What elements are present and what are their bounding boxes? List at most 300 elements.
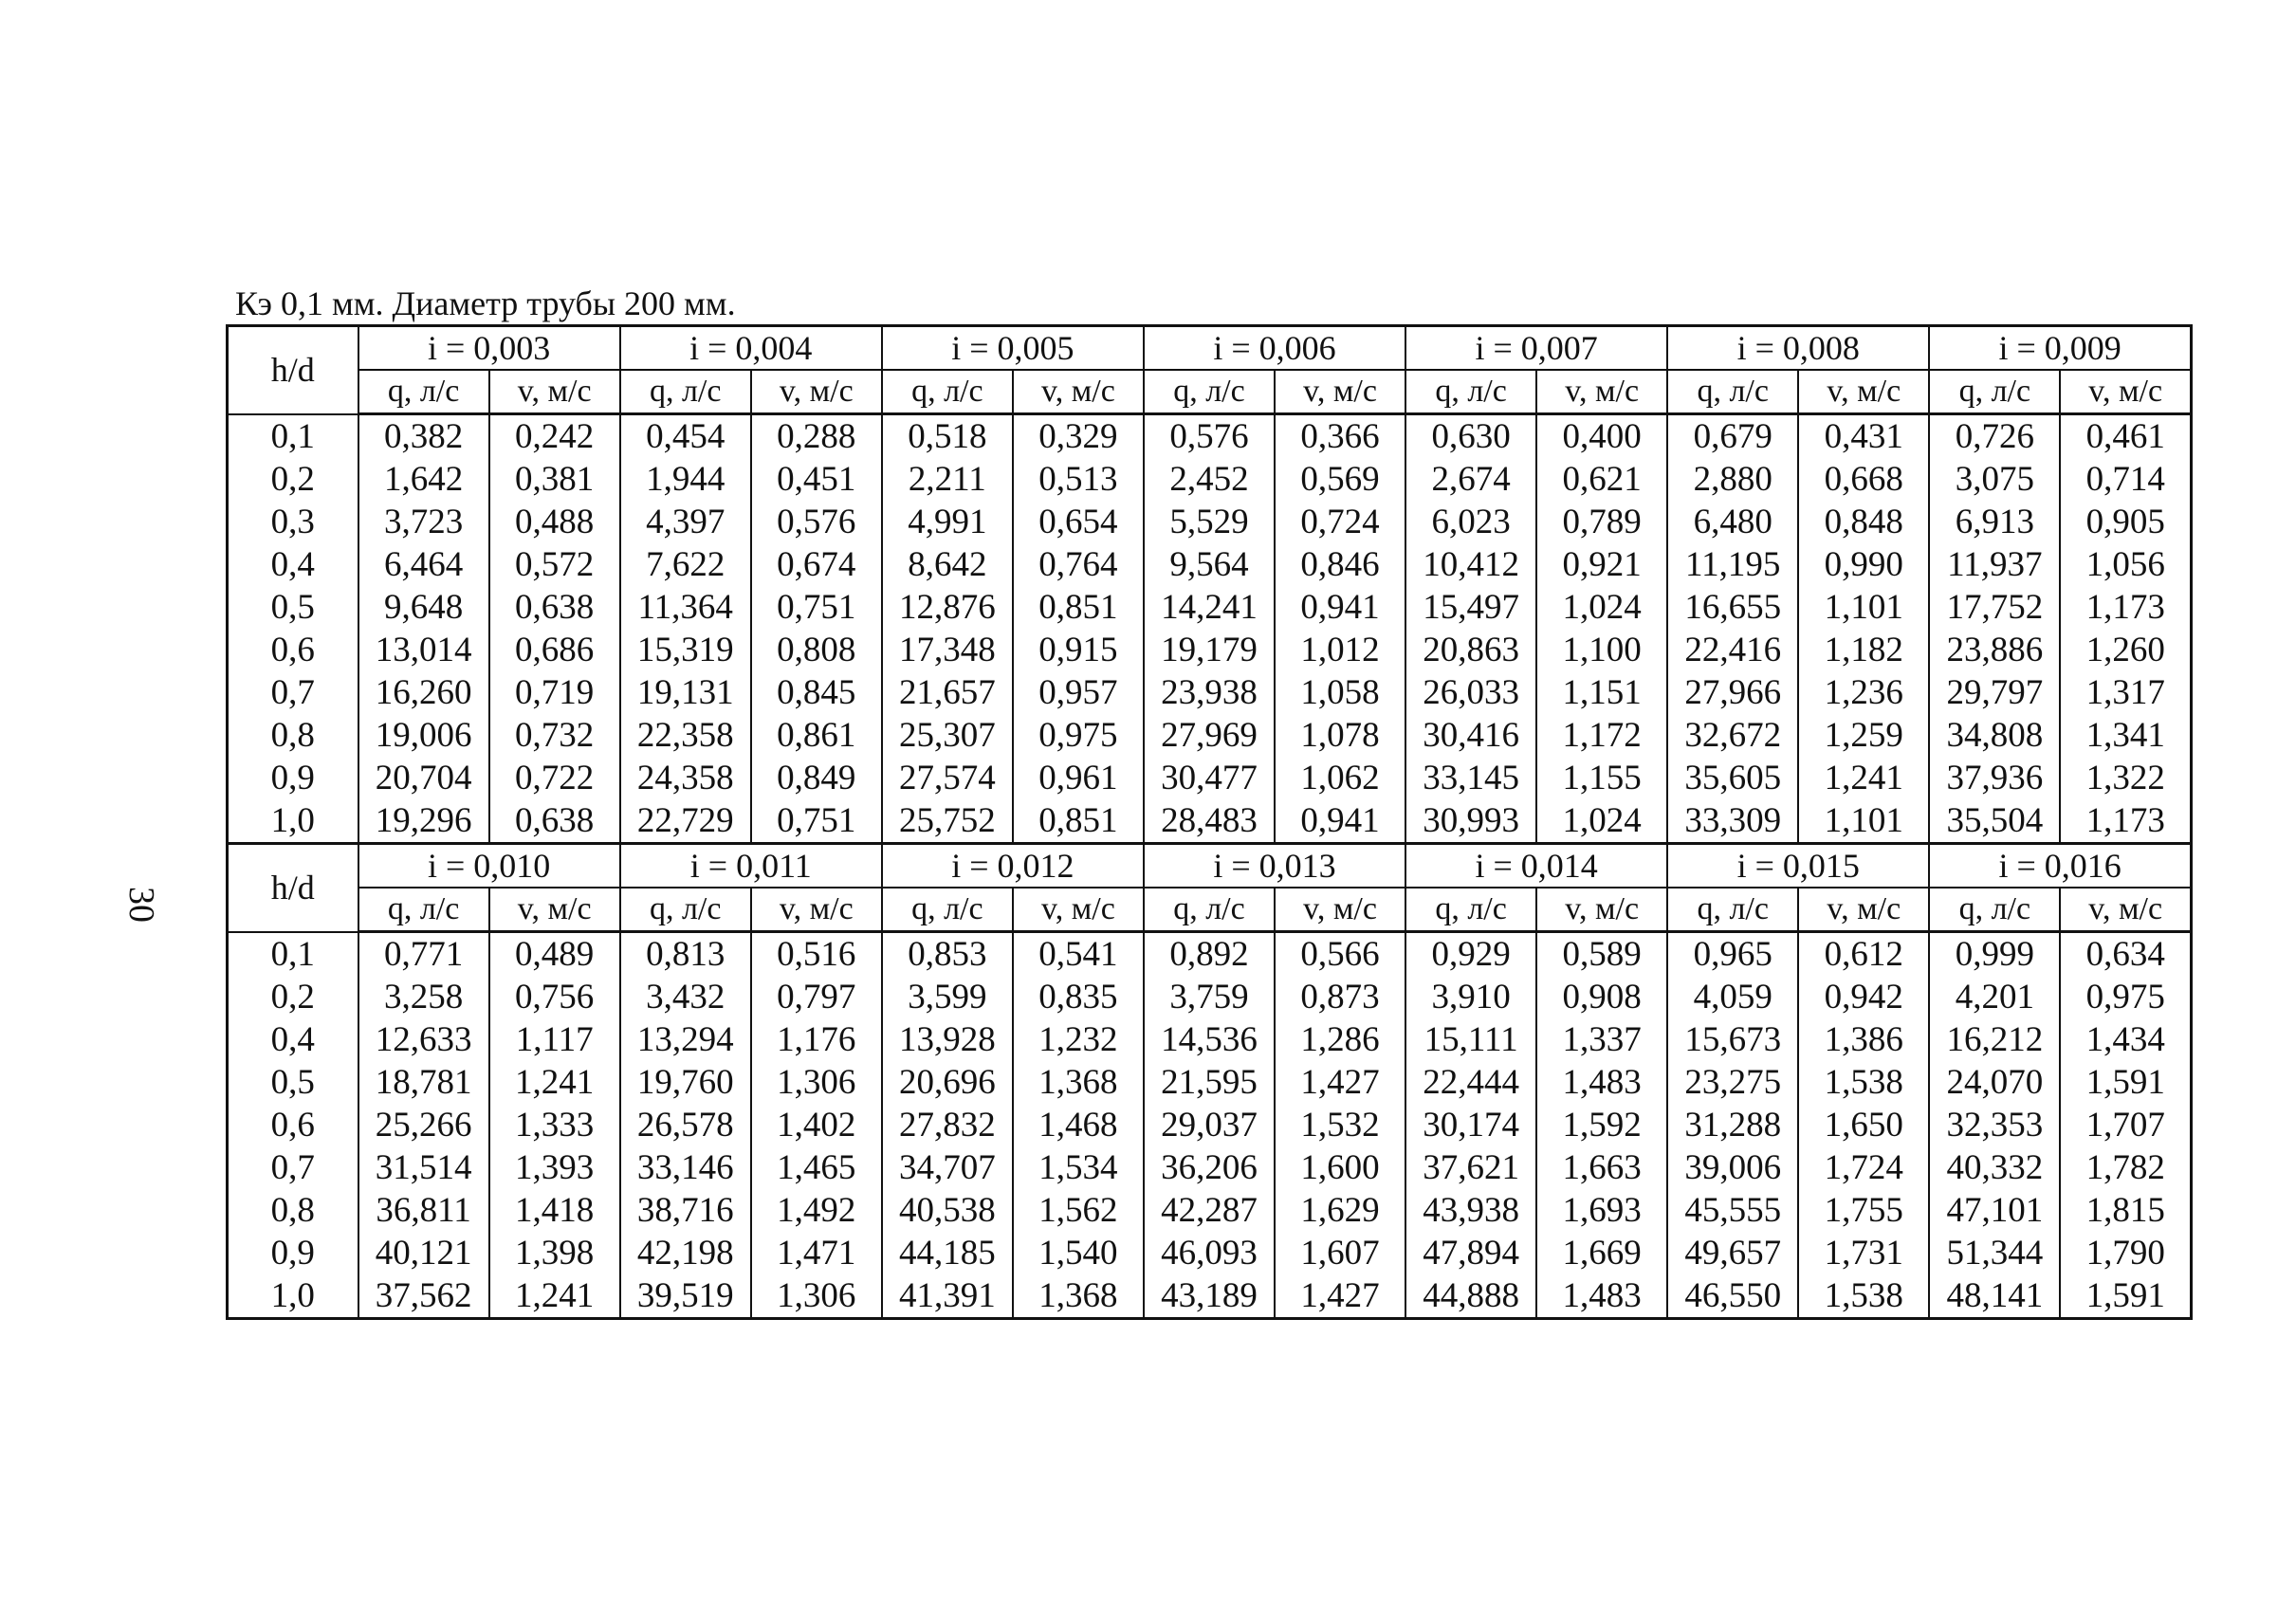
flow-rate-header: q, л/с [1929, 888, 2060, 932]
velocity-cell: 1,669 [1536, 1232, 1667, 1274]
flow-rate-cell: 0,630 [1405, 414, 1536, 459]
velocity-cell: 1,155 [1536, 757, 1667, 799]
flow-rate-cell: 32,672 [1667, 714, 1798, 757]
flow-rate-cell: 48,141 [1929, 1274, 2060, 1319]
velocity-cell: 1,815 [2060, 1189, 2191, 1232]
slope-header: i = 0,003 [358, 326, 620, 371]
velocity-cell: 0,941 [1275, 799, 1405, 844]
table-row [228, 1061, 2192, 1104]
velocity-cell: 0,566 [1275, 932, 1405, 977]
table-row [228, 1146, 2192, 1189]
velocity-cell: 1,172 [1536, 714, 1667, 757]
velocity-cell: 1,418 [489, 1189, 620, 1232]
velocity-cell: 1,562 [1013, 1189, 1144, 1232]
velocity-cell: 0,751 [751, 799, 882, 844]
velocity-header: v, м/с [1013, 370, 1144, 414]
flow-rate-cell: 27,574 [882, 757, 1013, 799]
flow-rate-cell: 1,642 [358, 458, 489, 501]
velocity-header: v, м/с [489, 370, 620, 414]
flow-rate-cell: 21,657 [882, 671, 1013, 714]
velocity-cell: 1,790 [2060, 1232, 2191, 1274]
flow-rate-cell: 27,832 [882, 1104, 1013, 1146]
velocity-cell: 1,056 [2060, 543, 2191, 586]
flow-rate-cell: 25,752 [882, 799, 1013, 844]
velocity-cell: 0,621 [1536, 458, 1667, 501]
flow-rate-cell: 19,179 [1144, 629, 1275, 671]
flow-rate-cell: 27,969 [1144, 714, 1275, 757]
velocity-cell: 1,117 [489, 1018, 620, 1061]
flow-rate-cell: 0,813 [620, 932, 751, 977]
flow-rate-cell: 6,464 [358, 543, 489, 586]
flow-rate-cell: 30,477 [1144, 757, 1275, 799]
hd-column-header: h/d [228, 844, 358, 932]
flow-rate-cell: 31,514 [358, 1146, 489, 1189]
slope-header: i = 0,008 [1667, 326, 1929, 371]
velocity-cell: 0,366 [1275, 414, 1405, 459]
velocity-cell: 1,607 [1275, 1232, 1405, 1274]
flow-rate-cell: 22,444 [1405, 1061, 1536, 1104]
flow-rate-cell: 14,241 [1144, 586, 1275, 629]
table-row [228, 414, 2192, 459]
table-row [228, 1274, 2192, 1319]
flow-rate-cell: 31,288 [1667, 1104, 1798, 1146]
table-row [228, 543, 2192, 586]
flow-rate-cell: 37,562 [358, 1274, 489, 1319]
table-row [228, 629, 2192, 671]
velocity-cell: 1,078 [1275, 714, 1405, 757]
flow-rate-cell: 15,319 [620, 629, 751, 671]
flow-rate-cell: 39,519 [620, 1274, 751, 1319]
flow-rate-cell: 19,131 [620, 671, 751, 714]
velocity-cell: 0,941 [1275, 586, 1405, 629]
velocity-cell: 0,751 [751, 586, 882, 629]
flow-rate-cell: 42,287 [1144, 1189, 1275, 1232]
flow-rate-cell: 37,936 [1929, 757, 2060, 799]
velocity-cell: 1,306 [751, 1274, 882, 1319]
flow-rate-cell: 44,185 [882, 1232, 1013, 1274]
flow-rate-cell: 8,642 [882, 543, 1013, 586]
table-row [228, 932, 2192, 977]
hd-value: 0,4 [228, 1018, 358, 1061]
flow-rate-cell: 20,704 [358, 757, 489, 799]
velocity-cell: 1,100 [1536, 629, 1667, 671]
flow-rate-cell: 26,033 [1405, 671, 1536, 714]
velocity-cell: 0,634 [2060, 932, 2191, 977]
velocity-cell: 1,012 [1275, 629, 1405, 671]
velocity-cell: 0,400 [1536, 414, 1667, 459]
flow-rate-cell: 23,275 [1667, 1061, 1798, 1104]
slope-header: i = 0,013 [1144, 844, 1405, 888]
velocity-cell: 1,663 [1536, 1146, 1667, 1189]
table-row [228, 1018, 2192, 1061]
slope-header: i = 0,005 [882, 326, 1144, 371]
units-header-row [228, 888, 2192, 932]
velocity-cell: 0,668 [1798, 458, 1929, 501]
velocity-header: v, м/с [1798, 888, 1929, 932]
velocity-cell: 0,489 [489, 932, 620, 977]
velocity-cell: 0,461 [2060, 414, 2191, 459]
flow-rate-cell: 35,605 [1667, 757, 1798, 799]
hd-value: 0,8 [228, 1189, 358, 1232]
flow-rate-cell: 43,938 [1405, 1189, 1536, 1232]
flow-rate-header: q, л/с [358, 370, 489, 414]
slope-header: i = 0,004 [620, 326, 882, 371]
velocity-cell: 0,451 [751, 458, 882, 501]
units-header-row [228, 370, 2192, 414]
flow-rate-cell: 7,622 [620, 543, 751, 586]
hd-value: 0,2 [228, 458, 358, 501]
velocity-header: v, м/с [2060, 888, 2191, 932]
velocity-cell: 0,674 [751, 543, 882, 586]
flow-rate-cell: 36,206 [1144, 1146, 1275, 1189]
velocity-cell: 1,317 [2060, 671, 2191, 714]
flow-rate-cell: 0,929 [1405, 932, 1536, 977]
velocity-cell: 1,241 [489, 1061, 620, 1104]
velocity-header: v, м/с [751, 370, 882, 414]
velocity-cell: 1,471 [751, 1232, 882, 1274]
velocity-cell: 1,782 [2060, 1146, 2191, 1189]
flow-rate-cell: 13,294 [620, 1018, 751, 1061]
page-number: 30 [121, 887, 161, 923]
flow-rate-header: q, л/с [882, 370, 1013, 414]
flow-rate-cell: 13,928 [882, 1018, 1013, 1061]
flow-rate-cell: 17,752 [1929, 586, 2060, 629]
flow-rate-cell: 0,771 [358, 932, 489, 977]
velocity-cell: 0,851 [1013, 586, 1144, 629]
flow-rate-cell: 6,480 [1667, 501, 1798, 543]
table-caption: Кэ 0,1 мм. Диаметр трубы 200 мм. [235, 284, 736, 322]
velocity-cell: 1,182 [1798, 629, 1929, 671]
flow-rate-cell: 3,910 [1405, 976, 1536, 1018]
table-row [228, 976, 2192, 1018]
flow-rate-cell: 39,006 [1667, 1146, 1798, 1189]
flow-rate-cell: 24,358 [620, 757, 751, 799]
velocity-cell: 1,650 [1798, 1104, 1929, 1146]
flow-rate-cell: 16,260 [358, 671, 489, 714]
flow-rate-cell: 12,633 [358, 1018, 489, 1061]
slope-header: i = 0,016 [1929, 844, 2191, 888]
slope-header: i = 0,007 [1405, 326, 1667, 371]
flow-rate-cell: 26,578 [620, 1104, 751, 1146]
flow-rate-cell: 35,504 [1929, 799, 2060, 844]
flow-rate-header: q, л/с [620, 370, 751, 414]
flow-rate-cell: 4,397 [620, 501, 751, 543]
hd-value: 0,1 [228, 414, 358, 459]
velocity-cell: 1,368 [1013, 1061, 1144, 1104]
slope-header: i = 0,006 [1144, 326, 1405, 371]
flow-rate-cell: 0,892 [1144, 932, 1275, 977]
flow-rate-cell: 1,944 [620, 458, 751, 501]
velocity-cell: 1,755 [1798, 1189, 1929, 1232]
velocity-cell: 1,024 [1536, 799, 1667, 844]
flow-rate-cell: 0,382 [358, 414, 489, 459]
flow-rate-cell: 22,358 [620, 714, 751, 757]
velocity-cell: 0,845 [751, 671, 882, 714]
velocity-cell: 1,062 [1275, 757, 1405, 799]
velocity-header: v, м/с [1798, 370, 1929, 414]
flow-rate-cell: 15,673 [1667, 1018, 1798, 1061]
velocity-cell: 0,612 [1798, 932, 1929, 977]
velocity-cell: 0,654 [1013, 501, 1144, 543]
flow-rate-cell: 40,121 [358, 1232, 489, 1274]
slope-header-row [228, 844, 2192, 888]
hd-column-header: h/d [228, 326, 358, 414]
velocity-cell: 1,173 [2060, 799, 2191, 844]
flow-rate-cell: 23,938 [1144, 671, 1275, 714]
flow-rate-cell: 10,412 [1405, 543, 1536, 586]
velocity-cell: 1,393 [489, 1146, 620, 1189]
flow-rate-cell: 3,723 [358, 501, 489, 543]
flow-rate-cell: 2,674 [1405, 458, 1536, 501]
velocity-cell: 1,337 [1536, 1018, 1667, 1061]
flow-rate-header: q, л/с [882, 888, 1013, 932]
velocity-cell: 0,975 [1013, 714, 1144, 757]
flow-rate-cell: 13,014 [358, 629, 489, 671]
flow-rate-cell: 14,536 [1144, 1018, 1275, 1061]
slope-header: i = 0,009 [1929, 326, 2191, 371]
velocity-cell: 1,058 [1275, 671, 1405, 714]
velocity-cell: 1,629 [1275, 1189, 1405, 1232]
flow-rate-cell: 0,576 [1144, 414, 1275, 459]
velocity-header: v, м/с [2060, 370, 2191, 414]
flow-rate-cell: 9,564 [1144, 543, 1275, 586]
velocity-cell: 1,600 [1275, 1146, 1405, 1189]
velocity-cell: 0,431 [1798, 414, 1929, 459]
velocity-cell: 1,241 [1798, 757, 1929, 799]
velocity-cell: 1,101 [1798, 586, 1929, 629]
hd-value: 0,9 [228, 1232, 358, 1274]
velocity-cell: 1,024 [1536, 586, 1667, 629]
flow-rate-cell: 0,853 [882, 932, 1013, 977]
table-row [228, 1232, 2192, 1274]
velocity-cell: 0,569 [1275, 458, 1405, 501]
hd-value: 0,3 [228, 501, 358, 543]
flow-rate-header: q, л/с [1144, 370, 1275, 414]
flow-rate-cell: 42,198 [620, 1232, 751, 1274]
flow-rate-cell: 21,595 [1144, 1061, 1275, 1104]
velocity-cell: 0,488 [489, 501, 620, 543]
hd-value: 0,6 [228, 1104, 358, 1146]
flow-rate-cell: 27,966 [1667, 671, 1798, 714]
hd-value: 0,4 [228, 543, 358, 586]
velocity-cell: 1,402 [751, 1104, 882, 1146]
slope-header: i = 0,011 [620, 844, 882, 888]
velocity-cell: 0,329 [1013, 414, 1144, 459]
velocity-cell: 0,756 [489, 976, 620, 1018]
velocity-cell: 0,242 [489, 414, 620, 459]
hd-value: 0,5 [228, 586, 358, 629]
velocity-cell: 1,322 [2060, 757, 2191, 799]
table-row [228, 671, 2192, 714]
flow-rate-cell: 24,070 [1929, 1061, 2060, 1104]
velocity-cell: 0,808 [751, 629, 882, 671]
flow-rate-cell: 15,497 [1405, 586, 1536, 629]
velocity-cell: 0,861 [751, 714, 882, 757]
flow-rate-cell: 36,811 [358, 1189, 489, 1232]
flow-rate-cell: 46,550 [1667, 1274, 1798, 1319]
velocity-header: v, м/с [1536, 888, 1667, 932]
slope-header: i = 0,014 [1405, 844, 1667, 888]
velocity-cell: 0,589 [1536, 932, 1667, 977]
flow-rate-cell: 33,145 [1405, 757, 1536, 799]
hd-value: 0,6 [228, 629, 358, 671]
velocity-cell: 0,576 [751, 501, 882, 543]
velocity-header: v, м/с [489, 888, 620, 932]
flow-rate-cell: 49,657 [1667, 1232, 1798, 1274]
flow-rate-cell: 29,797 [1929, 671, 2060, 714]
flow-rate-cell: 2,211 [882, 458, 1013, 501]
slope-header: i = 0,015 [1667, 844, 1929, 888]
hd-value: 0,7 [228, 671, 358, 714]
flow-rate-cell: 25,307 [882, 714, 1013, 757]
hd-value: 0,8 [228, 714, 358, 757]
velocity-cell: 1,173 [2060, 586, 2191, 629]
velocity-header: v, м/с [1536, 370, 1667, 414]
table-row [228, 1104, 2192, 1146]
hd-value: 0,2 [228, 976, 358, 1018]
flow-rate-cell: 17,348 [882, 629, 1013, 671]
velocity-cell: 0,873 [1275, 976, 1405, 1018]
flow-rate-cell: 19,006 [358, 714, 489, 757]
flow-rate-cell: 19,296 [358, 799, 489, 844]
flow-rate-cell: 46,093 [1144, 1232, 1275, 1274]
velocity-cell: 0,638 [489, 799, 620, 844]
flow-rate-cell: 41,391 [882, 1274, 1013, 1319]
flow-rate-cell: 3,759 [1144, 976, 1275, 1018]
velocity-cell: 0,921 [1536, 543, 1667, 586]
velocity-cell: 1,151 [1536, 671, 1667, 714]
flow-rate-cell: 11,937 [1929, 543, 2060, 586]
flow-rate-cell: 4,201 [1929, 976, 2060, 1018]
flow-rate-cell: 0,679 [1667, 414, 1798, 459]
velocity-cell: 0,288 [751, 414, 882, 459]
velocity-cell: 0,908 [1536, 976, 1667, 1018]
flow-rate-cell: 28,483 [1144, 799, 1275, 844]
flow-rate-header: q, л/с [1667, 370, 1798, 414]
hd-value: 0,1 [228, 932, 358, 977]
velocity-cell: 1,534 [1013, 1146, 1144, 1189]
flow-table-body [228, 326, 2192, 1319]
flow-table [226, 324, 2193, 1320]
velocity-cell: 1,386 [1798, 1018, 1929, 1061]
velocity-cell: 1,483 [1536, 1274, 1667, 1319]
velocity-cell: 0,975 [2060, 976, 2191, 1018]
flow-rate-cell: 30,416 [1405, 714, 1536, 757]
velocity-cell: 1,538 [1798, 1274, 1929, 1319]
hd-value: 0,9 [228, 757, 358, 799]
table-row [228, 586, 2192, 629]
hd-value: 1,0 [228, 1274, 358, 1319]
velocity-cell: 1,176 [751, 1018, 882, 1061]
flow-rate-cell: 0,965 [1667, 932, 1798, 977]
velocity-cell: 0,961 [1013, 757, 1144, 799]
flow-rate-cell: 3,599 [882, 976, 1013, 1018]
flow-rate-cell: 45,555 [1667, 1189, 1798, 1232]
velocity-cell: 0,764 [1013, 543, 1144, 586]
flow-rate-cell: 20,696 [882, 1061, 1013, 1104]
flow-rate-cell: 2,452 [1144, 458, 1275, 501]
velocity-cell: 0,846 [1275, 543, 1405, 586]
velocity-cell: 1,592 [1536, 1104, 1667, 1146]
velocity-cell: 1,468 [1013, 1104, 1144, 1146]
flow-rate-cell: 29,037 [1144, 1104, 1275, 1146]
flow-rate-cell: 47,894 [1405, 1232, 1536, 1274]
flow-rate-cell: 44,888 [1405, 1274, 1536, 1319]
flow-rate-cell: 4,059 [1667, 976, 1798, 1018]
velocity-cell: 1,101 [1798, 799, 1929, 844]
flow-rate-cell: 40,538 [882, 1189, 1013, 1232]
flow-rate-cell: 2,880 [1667, 458, 1798, 501]
flow-rate-cell: 3,432 [620, 976, 751, 1018]
flow-rate-cell: 38,716 [620, 1189, 751, 1232]
velocity-cell: 0,572 [489, 543, 620, 586]
flow-rate-header: q, л/с [1144, 888, 1275, 932]
flow-rate-cell: 5,529 [1144, 501, 1275, 543]
table-row [228, 757, 2192, 799]
velocity-cell: 1,492 [751, 1189, 882, 1232]
flow-rate-cell: 22,729 [620, 799, 751, 844]
velocity-cell: 1,591 [2060, 1061, 2191, 1104]
flow-rate-header: q, л/с [620, 888, 751, 932]
flow-rate-cell: 12,876 [882, 586, 1013, 629]
slope-header: i = 0,010 [358, 844, 620, 888]
velocity-cell: 0,732 [489, 714, 620, 757]
hd-value: 0,7 [228, 1146, 358, 1189]
flow-rate-cell: 4,991 [882, 501, 1013, 543]
flow-rate-cell: 43,189 [1144, 1274, 1275, 1319]
slope-header: i = 0,012 [882, 844, 1144, 888]
velocity-cell: 0,722 [489, 757, 620, 799]
flow-rate-header: q, л/с [358, 888, 489, 932]
velocity-cell: 0,990 [1798, 543, 1929, 586]
flow-rate-cell: 3,258 [358, 976, 489, 1018]
velocity-cell: 1,286 [1275, 1018, 1405, 1061]
velocity-cell: 0,686 [489, 629, 620, 671]
flow-rate-cell: 34,707 [882, 1146, 1013, 1189]
flow-rate-cell: 16,655 [1667, 586, 1798, 629]
flow-rate-cell: 6,023 [1405, 501, 1536, 543]
velocity-cell: 1,707 [2060, 1104, 2191, 1146]
velocity-cell: 1,483 [1536, 1061, 1667, 1104]
velocity-cell: 1,540 [1013, 1232, 1144, 1274]
flow-rate-cell: 18,781 [358, 1061, 489, 1104]
velocity-cell: 1,341 [2060, 714, 2191, 757]
velocity-header: v, м/с [1275, 370, 1405, 414]
velocity-cell: 0,541 [1013, 932, 1144, 977]
velocity-cell: 1,427 [1275, 1274, 1405, 1319]
velocity-cell: 0,957 [1013, 671, 1144, 714]
velocity-cell: 1,591 [2060, 1274, 2191, 1319]
flow-rate-cell: 0,518 [882, 414, 1013, 459]
flow-rate-cell: 22,416 [1667, 629, 1798, 671]
flow-rate-cell: 37,621 [1405, 1146, 1536, 1189]
velocity-cell: 0,714 [2060, 458, 2191, 501]
table-row [228, 1189, 2192, 1232]
velocity-cell: 0,797 [751, 976, 882, 1018]
velocity-cell: 0,851 [1013, 799, 1144, 844]
velocity-cell: 0,905 [2060, 501, 2191, 543]
velocity-cell: 1,434 [2060, 1018, 2191, 1061]
table-row [228, 458, 2192, 501]
flow-rate-cell: 6,913 [1929, 501, 2060, 543]
flow-rate-header: q, л/с [1667, 888, 1798, 932]
velocity-cell: 0,719 [489, 671, 620, 714]
flow-rate-header: q, л/с [1929, 370, 2060, 414]
velocity-cell: 0,513 [1013, 458, 1144, 501]
velocity-cell: 1,232 [1013, 1018, 1144, 1061]
velocity-cell: 1,724 [1798, 1146, 1929, 1189]
flow-rate-cell: 0,999 [1929, 932, 2060, 977]
